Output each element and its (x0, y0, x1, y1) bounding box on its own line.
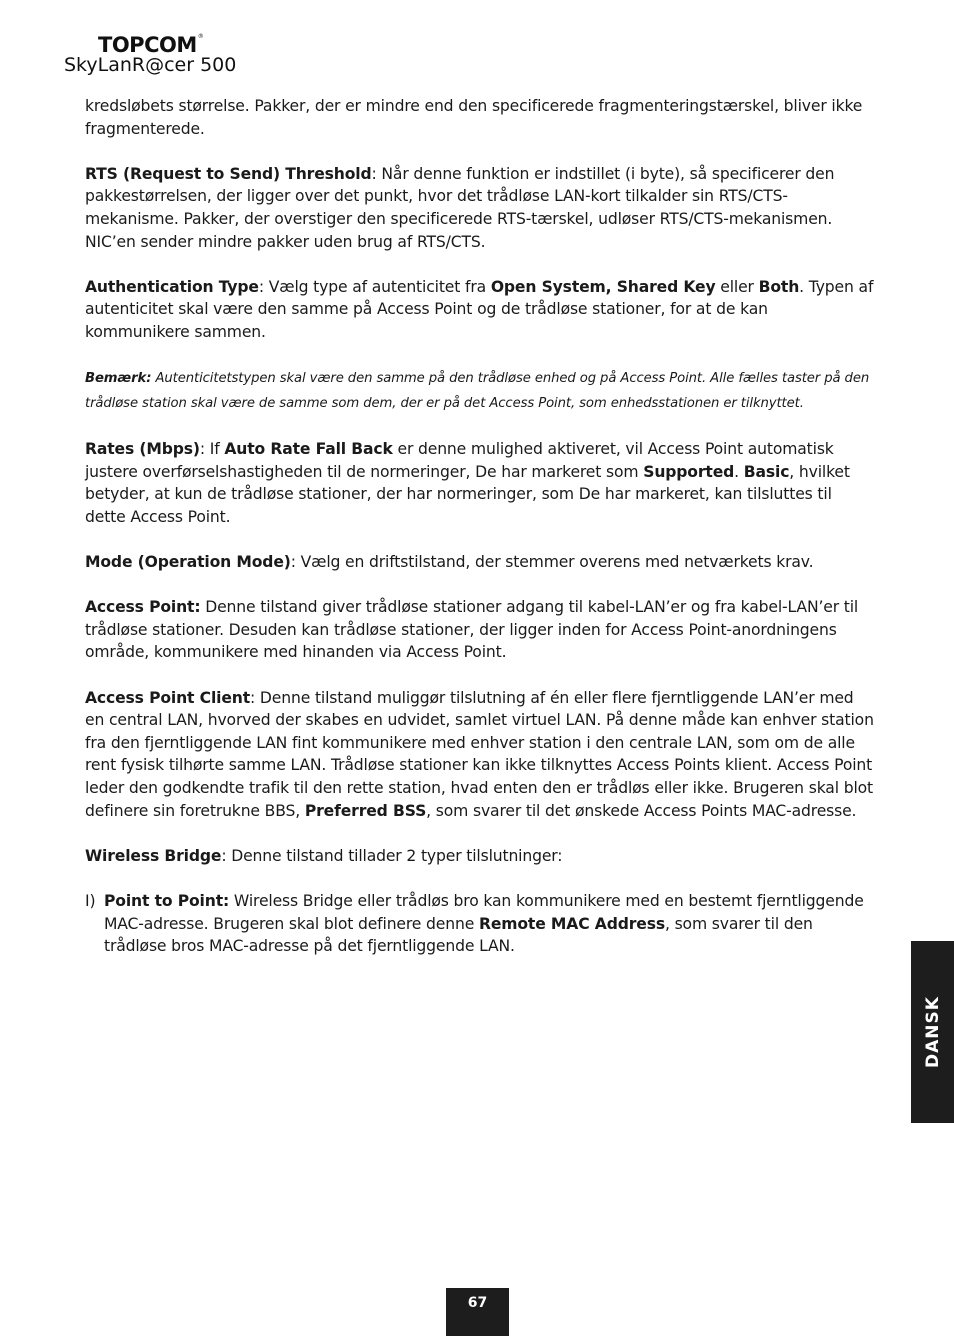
paragraph-access-point: Access Point: Denne tilstand giver trådløse stationer adgang til kabel-LAN’er og fra kabel-LAN’er til trådløse stationer. Desuden kan trådløse stationer, der ligger inden for Access Point-anordningens område, kommunikere med hinanden via Access Point. (85, 598, 859, 662)
list-item-point-to-point: I) Point to Point: Wireless Bridge eller trådløs bro kan kommunikere med en bestemt fjerntliggende MAC-adresse. Brugeren skal blot definere denne Remote MAC Address, som svarer til den trådløse bros MAC-adresse på det fjerntliggende LAN. (85, 890, 877, 958)
list-marker: I) (85, 892, 96, 910)
paragraph-authentication-type: Authentication Type: Vælg type af autenticitet fra Open System, Shared Key eller Both. Typen af autenticitet skal være den samme på Access Point og de trådløse stationer, for at de kan kommunikere sammen. (85, 277, 874, 341)
term-authentication: Authentication Type (85, 277, 259, 296)
paragraph-rates: Rates (Mbps): If Auto Rate Fall Back er denne mulighed aktiveret, vil Access Point automatisk justere overførselshastigheden til de normeringer, De har markeret som Supported. Basic, hvilket betyder, at kun de trådløse stationer, der har normeringer, som De har markeret, kan tilsluttes til dette Access Point. (85, 440, 850, 526)
term-access-point-client: Access Point Client (85, 688, 251, 707)
term-wireless-bridge: Wireless Bridge (85, 846, 222, 865)
term-mode: Mode (Operation Mode) (85, 553, 291, 572)
brand-name: TOPCOM (98, 33, 197, 57)
language-tab-label: DANSK (922, 996, 943, 1068)
product-title: SkyLanR@cer 500 (64, 54, 237, 76)
language-tab (911, 941, 954, 1123)
term-rts: RTS (Request to Send) Threshold (85, 164, 372, 183)
note: Bemærk: Autenticitetstypen skal være den samme på den trådløse enhed og på Access Point. Alle fælles taster på den trådløse station skal være de samme som dem, der er på det Access Point, som enhedsstationen er tilknyttet. (85, 371, 870, 412)
registered-mark: ® (197, 33, 204, 40)
manual-text (85, 95, 877, 958)
page-number: 67 (446, 1288, 509, 1336)
paragraph-rts-threshold: RTS (Request to Send) Threshold: Når denne funktion er indstillet (i byte), så specificerer den pakkestørrelsen, der ligger over det punkt, hvor det trådløse LAN-kort tilkalder sin RTS/CTS-mekanisme. Pakker, der overstiger den specificerede RTS-tærskel, udløser RTS/CTS-mekanismen. NIC’en sender mindre pakker uden brug af RTS/CTS. (85, 164, 835, 251)
term-rates: Rates (Mbps) (85, 440, 200, 459)
paragraph-fragment-continuation: kredsløbets størrelse. Pakker, der er mindre end den specificerede fragmenteringstærskel, bliver ikke fragmenterede. (85, 97, 863, 138)
term-point-to-point: Point to Point: (104, 892, 230, 910)
paragraph-mode: Mode (Operation Mode): Vælg en driftstilstand, der stemmer overens med netværkets krav. (85, 553, 814, 572)
paragraph-access-point-client: Access Point Client: Denne tilstand muliggør tilslutning af én eller flere fjerntliggende LAN’er med en central LAN, hvorved der skabes en udvidet, samlet virtuel LAN. På denne måde kan enhver station fra den fjerntliggende LAN fint kommunikere med enhver station i den centrale LAN, som om de alle rent fysisk tilhørte samme LAN. Trådløse stationer kan ikke tilknyttes Access Points klient. Access Point leder den godkendte trafik til den rette station, hvad enten den er trådløs eller ikke. Brugeren skal blot definere sin foretrukne BBS, Preferred BSS, som svarer til det ønskede Access Points MAC-adresse. (85, 688, 874, 820)
term-access-point: Access Point: (85, 598, 201, 617)
paragraph-wireless-bridge: Wireless Bridge: Denne tilstand tillader 2 typer tilslutninger: (85, 846, 563, 865)
note-label: Bemærk: (85, 371, 152, 387)
